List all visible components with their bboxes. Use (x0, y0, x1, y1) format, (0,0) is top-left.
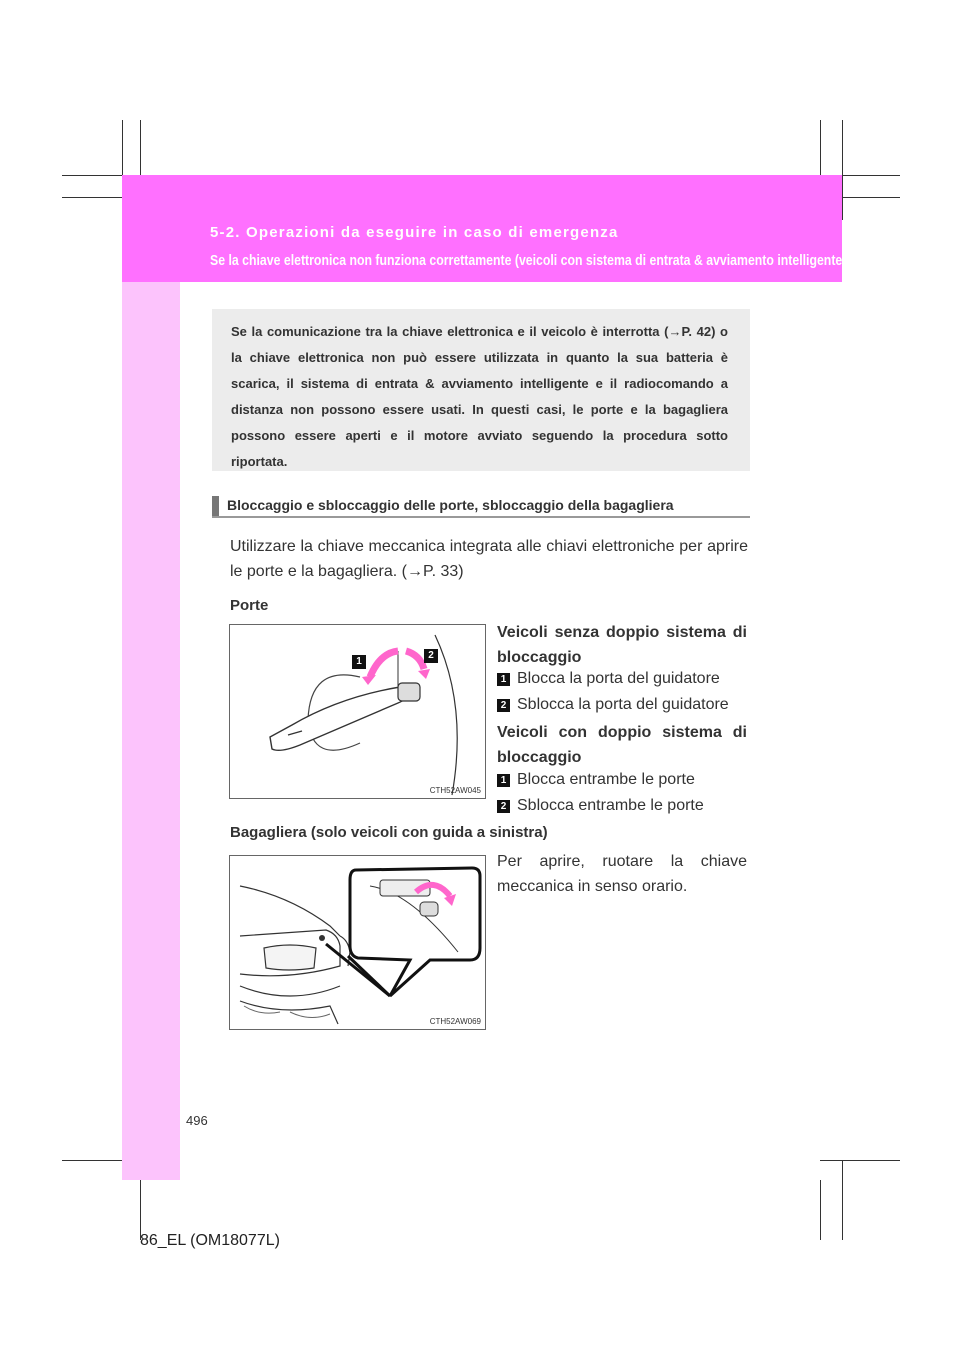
section-subtitle: Se la chiave elettronica non funziona correttamente (veicoli con sistema di entrata & avviamento intelligente) (210, 252, 847, 269)
crop-mark (820, 1180, 821, 1240)
number-badge: 1 (497, 774, 510, 787)
list-item-text: Sblocca entrambe le porte (517, 797, 704, 814)
crop-mark (842, 120, 843, 220)
manual-code: 86_EL (OM18077L) (140, 1232, 280, 1249)
list-item-text: Blocca la porta del guidatore (517, 670, 720, 687)
trunk-figure (229, 855, 486, 1030)
figure-code: CTH52AW045 (429, 786, 481, 795)
group-title: Veicoli senza doppio sistema di bloccaggio (497, 624, 747, 666)
topic-bar (212, 496, 750, 518)
door-handle-illustration (230, 625, 486, 799)
figure-code: CTH52AW069 (429, 1017, 481, 1026)
trunk-instruction: Per aprire, ruotare la chiave meccanica in senso orario. (497, 853, 747, 895)
section-title: 5-2. Operazioni da eseguire in caso di emergenza (210, 224, 619, 241)
door-handle-figure (229, 624, 486, 799)
list-item (497, 797, 704, 815)
crop-mark (842, 1160, 843, 1240)
topic-title: Bloccaggio e sbloccaggio delle porte, sbloccaggio della bagagliera (227, 497, 674, 513)
crop-mark (820, 1160, 900, 1161)
list-item (497, 696, 729, 714)
list-item (497, 771, 695, 789)
intro-box (212, 309, 750, 471)
number-badge: 2 (497, 800, 510, 813)
page-side-band (122, 175, 180, 1180)
crop-mark (140, 1180, 141, 1240)
number-badge: 2 (497, 699, 510, 712)
group-title: Veicoli con doppio sistema di bloccaggio (497, 724, 747, 766)
list-item-text: Sblocca la porta del guidatore (517, 696, 729, 713)
doors-heading: Porte (230, 597, 269, 614)
intro-text: Se la comunicazione tra la chiave elettronica e il veicolo è interrotta (→P. 42) o la chiave elettronica non può essere utilizzata in quanto la sua batteria è scarica, il sistema di entrata & avviamento intelligente e il radiocomando a distanza non possono essere usati. In questi casi, le porte e la bagagliera possono essere aperti e il motore avviato seguendo la procedura sotto riportata. (231, 324, 728, 469)
topic-marker (212, 496, 219, 516)
page-number: 496 (186, 1113, 208, 1128)
callout-badge: 1 (352, 655, 366, 669)
trunk-illustration (230, 856, 486, 1030)
body-paragraph: Utilizzare la chiave meccanica integrata alle chiavi elettroniche per aprire le porte e la bagagliera. (→P. 33) (230, 538, 748, 580)
list-item-text: Blocca entrambe le porte (517, 771, 695, 788)
callout-badge: 2 (424, 649, 438, 663)
list-item (497, 670, 720, 688)
trunk-heading: Bagagliera (solo veicoli con guida a sinistra) (230, 824, 548, 841)
number-badge: 1 (497, 673, 510, 686)
